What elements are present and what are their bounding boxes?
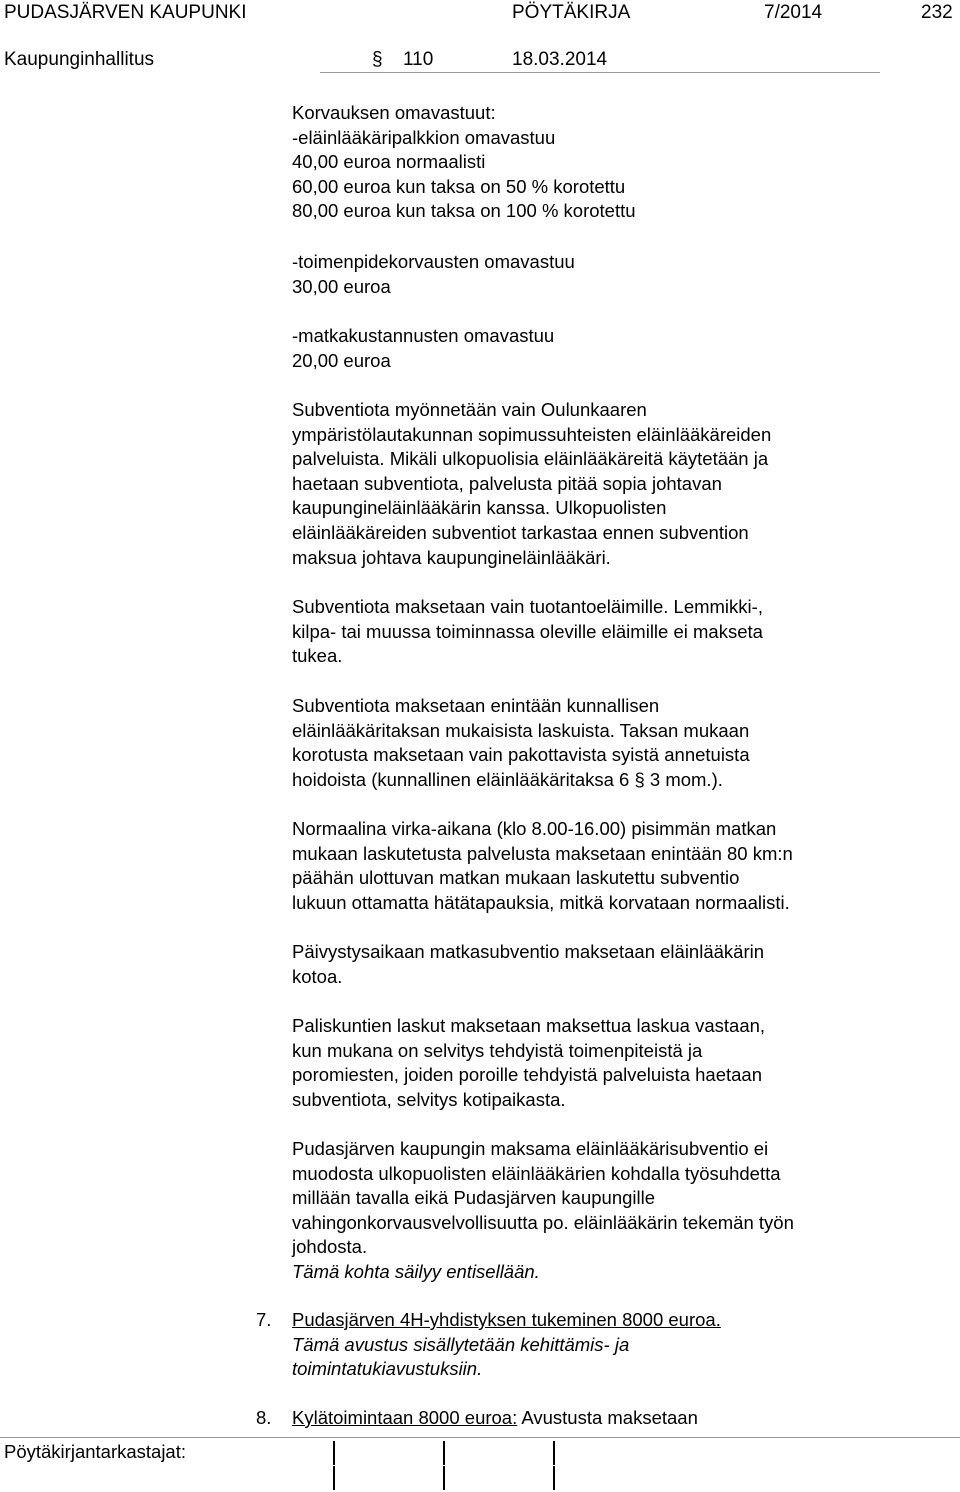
text-line: ympäristölautakunnan sopimussuhteisten eläinlääkäreiden [292, 423, 772, 445]
text-line: eläinlääkäritaksan mukaisista laskuista. Taksan mukaan [292, 719, 750, 741]
text-line: Subventiota maksetaan enintään kunnallisen [292, 695, 660, 716]
paragraph [292, 940, 764, 989]
item-number: 8. [256, 1407, 272, 1428]
footer-label: Pöytäkirjantarkastajat: [4, 1441, 187, 1462]
paragraph [292, 817, 793, 915]
header-section: 110 [403, 49, 434, 70]
header-rule [320, 72, 880, 73]
signature-field-divider [333, 1466, 335, 1490]
text-line: kilpa- tai muussa toiminnassa oleville eläimille ei makseta [292, 620, 763, 642]
signature-field-divider [443, 1441, 445, 1465]
section-symbol: § [372, 49, 383, 70]
paragraph [292, 595, 763, 669]
header-issue: 7/2014 [764, 2, 823, 23]
paragraph-note: Tämä kohta säilyy entisellään. [292, 1260, 540, 1282]
text-line: -toimenpidekorvausten omavastuu [292, 251, 575, 272]
paragraph [292, 1014, 765, 1112]
header-date: 18.03.2014 [512, 49, 608, 70]
text-line: kun mukana on selvitys tehdyistä toimenpiteistä ja [292, 1039, 703, 1061]
text-line: Normaalina virka-aikana (klo 8.00-16.00) pisimmän matkan [292, 818, 777, 839]
text-line: mukaan laskutetusta palvelusta maksetaan enintään 80 km:n [292, 842, 793, 864]
text-line: lukuun ottamatta hätätapauksia, mitkä korvataan normaalisti. [292, 891, 790, 913]
text-line: millään tavalla eikä Pudasjärven kaupungille [292, 1187, 656, 1209]
text-line: poromiesten, joiden poroille tehdyistä palveluista haetaan [292, 1064, 762, 1086]
header-page-number: 232 [921, 2, 953, 23]
text-line: vahingonkorvausvelvollisuutta po. eläinlääkärin tekemän työn [292, 1211, 794, 1233]
header-body: Kaupunginhallitus [4, 49, 155, 70]
item-title: Kylätoimintaan 8000 euroa: [292, 1407, 518, 1428]
signature-field-divider [443, 1466, 445, 1490]
text-line: Paliskuntien laskut maksetaan maksettua laskua vastaan, [292, 1015, 766, 1036]
list-item [292, 1308, 721, 1382]
item-note: Tämä avustus sisällytetään kehittämis- ja [292, 1333, 630, 1355]
text-line: Subventiota maksetaan vain tuotantoeläimille. Lemmikki-, [292, 596, 763, 617]
footer-rule [0, 1437, 960, 1438]
text-line: 40,00 euroa normaalisti [292, 151, 486, 173]
signature-field-divider [553, 1441, 555, 1465]
text-line: 80,00 euroa kun taksa on 100 % korotettu [292, 200, 636, 222]
text-line: Päivystysaikaan matkasubventio maksetaan eläinlääkärin [292, 941, 765, 962]
text-line: kotoa. [292, 965, 343, 987]
text-line: tukea. [292, 645, 343, 667]
text-line: muodosta ulkopuolisten eläinlääkärien kohdalla työsuhdetta [292, 1162, 781, 1184]
text-line: kaupungineläinlääkärin kanssa. Ulkopuolisten [292, 497, 667, 519]
item-title: Pudasjärven 4H-yhdistyksen tukeminen 8000 euroa. [292, 1309, 721, 1330]
header-doc-type: PÖYTÄKIRJA [512, 2, 631, 23]
text-line: Subventiota myönnetään vain Oulunkaaren [292, 399, 647, 420]
paragraph [292, 398, 771, 570]
signature-field-divider [333, 1441, 335, 1465]
item-note: toimintatukiavustuksiin. [292, 1358, 483, 1380]
item-rest: Avustusta maksetaan [517, 1407, 698, 1428]
text-line: korotusta maksetaan vain pakottavista syistä annetuista [292, 744, 750, 766]
paragraph [292, 694, 750, 792]
paragraph [292, 324, 554, 373]
text-line: -eläinlääkäripalkkion omavastuu [292, 126, 556, 148]
text-line: Pudasjärven kaupungin maksama eläinlääkärisubventio ei [292, 1138, 769, 1159]
paragraph [292, 1137, 794, 1285]
paragraph [292, 101, 636, 224]
text-line: 60,00 euroa kun taksa on 50 % korotettu [292, 175, 626, 197]
text-line: haetaan subventiota, palvelusta pitää sopia johtavan [292, 472, 722, 494]
text-line: päähän ulottuvan matkan mukaan laskutettu subventio [292, 867, 740, 889]
paragraph [292, 250, 575, 299]
text-line: johdosta. [292, 1236, 368, 1258]
header-org: PUDASJÄRVEN KAUPUNKI [4, 2, 247, 23]
text-line: subventiota, selvitys kotipaikasta. [292, 1088, 566, 1110]
text-line: Korvauksen omavastuut: [292, 102, 496, 123]
text-line: 30,00 euroa [292, 275, 391, 297]
text-line: -matkakustannusten omavastuu [292, 325, 555, 346]
text-line: maksua johtava kaupungineläinlääkäri. [292, 546, 611, 568]
list-item [292, 1406, 698, 1431]
text-line: 20,00 euroa [292, 349, 391, 371]
text-line: palveluista. Mikäli ulkopuolisia eläinlääkäreitä käytetään ja [292, 448, 769, 470]
signature-field-divider [553, 1466, 555, 1490]
text-line: hoidoista (kunnallinen eläinlääkäritaksa 6 § 3 mom.). [292, 768, 723, 790]
text-line: eläinlääkäreiden subventiot tarkastaa ennen subvention [292, 521, 749, 543]
item-number: 7. [256, 1309, 272, 1330]
